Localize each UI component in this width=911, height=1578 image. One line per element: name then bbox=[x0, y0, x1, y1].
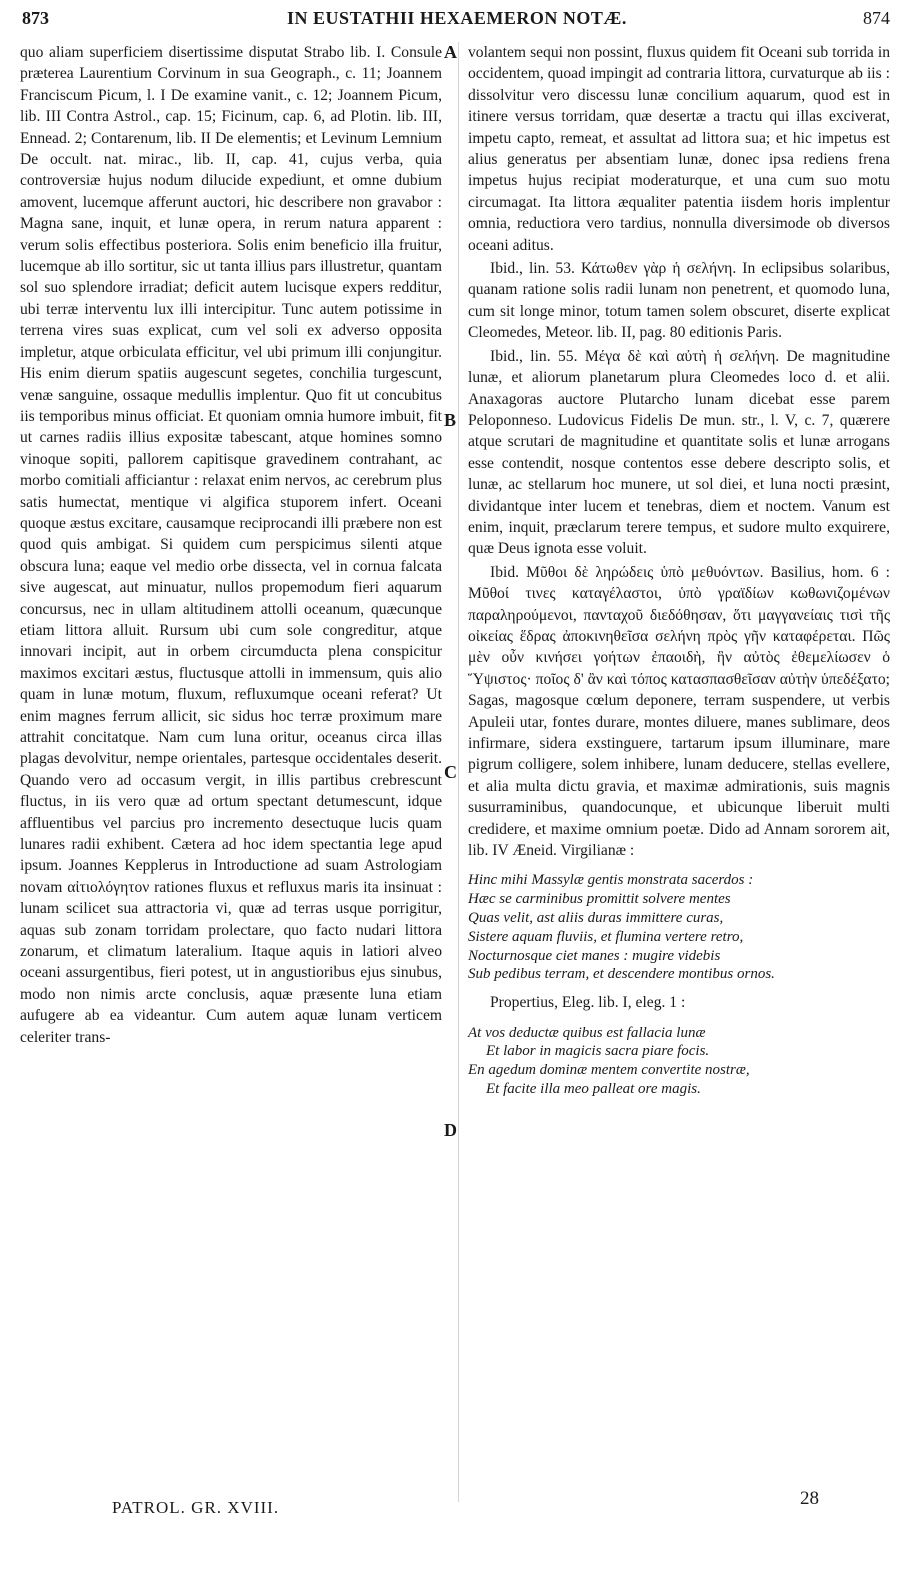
margin-marker-b: B bbox=[444, 410, 457, 430]
margin-marker-a: A bbox=[444, 42, 457, 62]
verse-line: Nocturnosque ciet manes : mugire videbis bbox=[468, 947, 721, 964]
page-number-left: 873 bbox=[22, 8, 49, 28]
left-column bbox=[20, 42, 442, 1048]
verse-line: Quas velit, ast aliis duras immittere curas, bbox=[468, 910, 724, 927]
verse-line: Et facite illa meo palleat ore magis. bbox=[486, 1081, 701, 1098]
page-header bbox=[14, 6, 900, 36]
left-paragraph: quo aliam superficiem disertissime disputat Strabo lib. I. Consule præterea Laurentium Corvinum in sua Geograph., c. 11; Joannem Franciscum Picum, l. I De examine vanit., c. 12; Joannem Picum, lib. III Contra Astrol., cap. 15; Ficinum, cap. 6, ad Plotin. lib. III, Ennead. 2; Contarenum, lib. II De elementis; et Levinum Lemnium De occult. nat. mirac., lib. II, cap. 41, cujus verba, quia controversiæ hujus nodum dilucide expediunt, et omne dubium amovent, lucemque afferunt auctori, hic describere non gravabor : Magna sane, inquit, et lunæ opera, in rerum natura apparent : verum solis effectibus posteriora. Solis enim beneficio illa fruitur, lucemque ab illo sortitur, sic ut tanta illius pars illustretur, quantam sol suo splendore irradiat; deficit autem lucisque expers redditur, ubi terræ interventu lux illi intercipitur. Tunc autem potissime in terrena vires suas explicat, cum vel soli ex adverso opposita impletur, atque orbiculata efficitur, vel ubi primum illi conjungitur. His enim dierum spatiis augescunt segetes, conchilia turgescunt, venæ sanguine, ossaque medullis implentur. Quo fit ut concubitus iis temporibus minus officiat. Et quoniam omnia humore imbuit, fit ut carnes radiis illius expositæ tabescant, atque homines somno vinoque sopiti, pallorem capitisque gravedinem contrahant, ac morbo comitiali afficiantur : relaxat enim nervos, ac cerebrum plus satis humectat, mentique vi algifica stuporem infert. Oceani quoque æstus excitare, causamque reciprocandi illi præbere non est quod quis ambigat. Si quidem cum perspicimus silenti atque obscura luna; eaque vel medio orbe dissecta, vel in cornua falcata sive augescat, aut minuatur, nullos propemodum fieri aquarum concursus, nec in ullam altitudinem attolli oceanum, quæcunque etiam littora alluit. Rursum ubi cum sole congreditur, atque innovari incipit, aut in orbem circumducta plena conspicitur maximos excitari æstus, fluctusque attolli in immensum, quis alio quam in lunæ motum, fluxum, refluxumque oceani referat? Ut enim magnes ferrum allicit, sic sidus hoc terræ proximum mare attrahit concitatque. Nam cum luna oritur, oceanus circa illas plagas devolvitur, nempe orientales, partesque occidentales deserit. Quando vero ad occasum vergit, in illis partibus crebrescunt fluctus, in iis vero quæ ad ortum spectant detumescunt, idque affluentibus vel parcius pro incremento desectuque lucis quam lunares radii exhibent. Cætera ad hoc idem spectantia lege apud ipsum. Joannes Kepplerus in Introductione ad suam Astrologiam novam αἰτιολόγητον rationes fluxus et refluxus maris ita insinuat : lunam scilicet sua attractoria vi, quæ ad terras usque porrigitur, aquas sub zonam torridam prolectare, quo facto nudari littora zonarum, et climatum lateralium. Itaque aquis in latiori alveo oceani assurgentibus, fieri potest, ut in angustioribus ejus sinubus, modo non nimis arcte conclusis, aquæ præsente luna etiam aufugere ab ea videantur. Cum autem aquæ lunam verticem celeriter trans- bbox=[20, 44, 442, 1046]
verse-line: Hæc se carminibus promittit solvere mentes bbox=[468, 891, 731, 908]
right-paragraph-3: Ibid., lin. 55. Μέγα δὲ καὶ αὐτὴ ἡ σελήνη. De magnitudine lunæ, et aliorum planetarum plura Cleomedes loco d. et alii. Anaxagoras auctore Plutarcho lunam dicebat esse parem Peloponneso. Ludovicus Fidelis De mun. str., l. V, c. 7, quærere atque scrutari de magnitudine et quantitate solis et lunæ arrogans esse contendit, nosque contentos esse debere descripto solis, et lunæ, ac stellarum hoc munere, ut sol diei, et luna nocti præsint, dividantque inter lucem et tenebras, diem et noctem. Vanum est enim, inquit, præclarum terere tempus, et sudore multo exquirere, quæ Deus ignota esse voluit. bbox=[468, 347, 890, 558]
verse-line: Sistere aquam fluviis, et flumina vertere retro, bbox=[468, 928, 744, 945]
right-paragraph-2: Ibid., lin. 53. Κάτωθεν γὰρ ἡ σελήνη. In eclipsibus solaribus, quanam ratione solis radii lunam non penetrent, et quomodo luna, cum sit longe minor, totum tamen solem obscuret, diserte explicat Cleomedes, Meteor. lib. II, pag. 80 editionis Paris. bbox=[468, 260, 890, 342]
right-column bbox=[468, 42, 890, 1107]
verse-line: Hinc mihi Massylæ gentis monstrata sacerdos : bbox=[468, 872, 754, 889]
verse-line: At vos deductæ quibus est fallacia lunæ bbox=[468, 1024, 706, 1041]
page-number-right: 874 bbox=[863, 8, 890, 28]
virgil-quotation bbox=[468, 871, 890, 984]
verse-line: Et labor in magicis sacra piare focis. bbox=[486, 1043, 710, 1060]
series-signature: PATROL. GR. XVIII. bbox=[112, 1498, 280, 1517]
right-paragraph-1: volantem sequi non possint, fluxus quidem fit Oceani sub torrida in occidentem, quoad impingit ad contraria littora, curvaturque ab iis : dissolvitur vero discessu lunæ concilium aquarum, quod est in itinere versus torridam, quæ desertæ a tractu qui illas exciverat, impetu capto, remeat, et assultat ad littora sua; et hic impetus est alius generatus per absentiam lunæ, donec ipsa rediens frena impetus hujus recipiat moderaturque, et una cum suo motu circumagat. Ita littora æqualiter patentia iisdem horis implentur omnia, reductiora vero tardius, nonnulla diversimode ob diversos oceani aditus. bbox=[468, 44, 890, 254]
verse-line: Sub pedibus terram, et descendere montibus ornos. bbox=[468, 966, 775, 983]
right-paragraph-4: Ibid. Μῦθοι δὲ ληρώδεις ὑπὸ μεθυόντων. Basilius, hom. 6 : Μῦθοί τινες καταγέλαστοι, ὑπὸ γραϊδίων κωθωνιζομένων παραληρούμενοι, πανταχοῦ διεδόθησαν, ὅτι μαγγανείαις τισὶ τῆς οἰκείας ἕδρας ἀποκινηθεῖσα σελήνη πρὸς γῆν καταφέρεται. Πῶς μὲν οὖν κινήσει γοήτων ἐπαοιδὴ, ἣν αὐτὸς ἐθεμελίωσεν ὁ Ὕψιστος· ποῖος δ' ἂν καὶ τόπος κατασπασθεῖσαν αὐτὴν ὑπεδέξατο; Sagas, magosque cœlum deponere, terram suspendere, ut verbis Apuleii utar, fontes durare, montes diluere, manes sublimare, deos infirmare, sidera exstinguere, tartarum ipsum illuminare, mare pigrum colligere, solem inhibere, lunam deducere, stellas evellere, et alia multa dictu gravia, et maximæ admirationis, suis magnis susurraminibus, quandocunque, et ubicunque liberuit multi credidere, et maxime omnium poetæ. Dido ad Annam sororem ait, lib. IV Æneid. Virgilianæ : bbox=[468, 563, 890, 860]
margin-marker-d: D bbox=[444, 1120, 457, 1140]
column-divider bbox=[458, 42, 459, 1502]
signature-number: 28 bbox=[800, 1488, 819, 1509]
right-paragraph-5: Propertius, Eleg. lib. I, eleg. 1 : bbox=[490, 994, 686, 1012]
margin-marker-c: C bbox=[444, 762, 457, 782]
verse-line: En agedum dominæ mentem convertite nostræ, bbox=[468, 1062, 750, 1079]
propertius-quotation bbox=[468, 1024, 890, 1099]
running-title: IN EUSTATHII HEXAEMERON NOTÆ. bbox=[287, 8, 627, 28]
